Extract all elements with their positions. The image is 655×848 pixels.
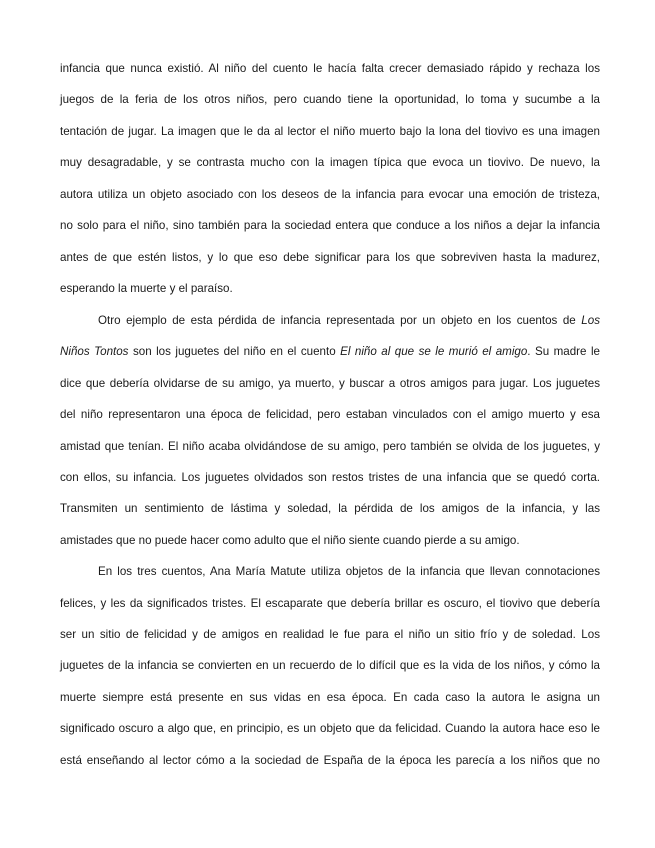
text-line: felices, y les da significados tristes. El escaparate que debería brillar es oscuro, el tiovivo que debería xyxy=(60,597,600,610)
story-title-run: El niño al que se le murió el amigo xyxy=(340,345,528,358)
text-run: . Su madre le xyxy=(527,345,600,358)
text-line: ser un sitio de felicidad y de amigos en realidad le fue para el niño un sitio frío y de soledad. Los xyxy=(60,628,600,641)
text-line: del niño representaron una época de felicidad, pero estaban vinculados con el amigo muerto y esa xyxy=(60,408,600,421)
book-title-run: Los xyxy=(581,314,600,327)
text-line: amistad que tenían. El niño acaba olvidándose de su amigo, pero también se olvida de los juguetes, y xyxy=(60,440,600,453)
book-title-run: Niños Tontos xyxy=(60,345,129,358)
text-line: significado oscuro a algo que, en principio, es un objeto que da felicidad. Cuando la autora hace eso le xyxy=(60,722,600,735)
text-line: autora utiliza un objeto asociado con los deseos de la infancia para evocar una emoción de tristeza, xyxy=(60,188,600,201)
text-line: muerte siempre está presente en sus vidas en esa época. En cada caso la autora le asigna un xyxy=(60,691,600,704)
text-line: muy desagradable, y se contrasta mucho con la imagen típica que evoca un tiovivo. De nuevo, la xyxy=(60,156,600,169)
text-line: antes de que estén listos, y lo que eso debe significar para los que sobreviven hasta la madurez, xyxy=(60,251,600,264)
text-run: Otro ejemplo de esta pérdida de infancia representada por un objeto en los cuentos de xyxy=(98,314,582,327)
text-line: Transmiten un sentimiento de lástima y soledad, la pérdida de los amigos de la infancia, y las xyxy=(60,502,600,515)
text-line: dice que debería olvidarse de su amigo, ya muerto, y buscar a otros amigos para jugar. Los juguetes xyxy=(60,377,600,390)
text-line: no solo para el niño, sino también para la sociedad entera que conduce a los niños a dejar la infancia xyxy=(60,219,600,232)
text-run: son los juguetes del niño en el cuento xyxy=(128,345,341,358)
text-line: con ellos, su infancia. Los juguetes olvidados son restos tristes de una infancia que se quedó corta. xyxy=(60,471,600,484)
paragraph-start-line xyxy=(98,311,600,331)
text-line: infancia que nunca existió. Al niño del cuento le hacía falta crecer demasiado rápido y rechaza los xyxy=(60,62,600,75)
text-line: amistades que no puede hacer como adulto que el niño siente cuando pierde a su amigo. xyxy=(60,534,520,547)
text-line: esperando la muerte y el paraíso. xyxy=(60,282,233,295)
text-line xyxy=(60,342,600,362)
text-line: tentación de jugar. La imagen que le da al lector el niño muerto bajo la lona del tiovivo es una imagen xyxy=(60,125,600,138)
text-line: juegos de la feria de los otros niños, pero cuando tiene la oportunidad, lo toma y sucumbe a la xyxy=(60,93,600,106)
paragraph-start-line: En los tres cuentos, Ana María Matute utiliza objetos de la infancia que llevan connotaciones xyxy=(98,565,600,578)
text-line: está enseñando al lector cómo a la sociedad de España de la época les parecía a los niños que no xyxy=(60,754,600,767)
text-line: juguetes de la infancia se convierten en un recuerdo de lo difícil que es la vida de los niños, y cómo la xyxy=(60,659,600,672)
